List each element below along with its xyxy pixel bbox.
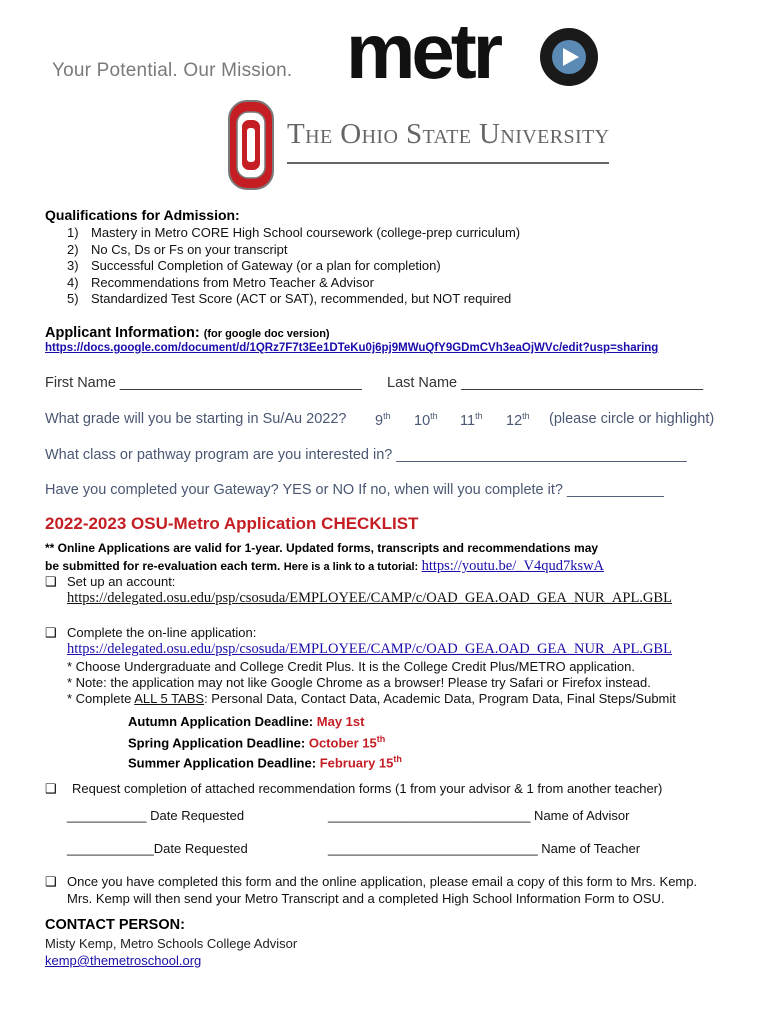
applicant-heading-note: (for google doc version) xyxy=(203,328,330,340)
deadlines xyxy=(128,714,402,772)
item-complete-application: Complete the on-line application: xyxy=(67,625,257,640)
last-name-field[interactable]: Last Name ______________________________ xyxy=(387,375,704,391)
list-item: 1) Mastery in Metro CORE High School coursework (college-prep curriculum) xyxy=(67,225,521,240)
gateway-field[interactable]: Have you completed your Gateway? YES or NO If no, when will you complete it? ____________ xyxy=(45,482,664,498)
metro-logo-text: metr xyxy=(346,7,500,95)
osu-name: The Ohio State University xyxy=(287,118,610,150)
grade-option-10[interactable]: 10th xyxy=(414,411,438,429)
checkbox-icon[interactable]: ❑ xyxy=(45,574,57,589)
applicant-heading-text: Applicant Information: xyxy=(45,325,200,341)
osu-divider xyxy=(287,162,609,164)
application-note-2: * Note: the application may not like Google Chrome as a browser! Please try Safari or Firefox instead. xyxy=(67,675,651,690)
grade-option-9[interactable]: 9th xyxy=(375,411,391,429)
first-name-field[interactable]: First Name ______________________________ xyxy=(45,375,362,391)
item-recommendations: Request completion of attached recommendation forms (1 from your advisor & 1 from another teacher) xyxy=(72,781,663,796)
metro-tagline: Your Potential. Our Mission. xyxy=(52,60,293,81)
checkbox-icon[interactable]: ❑ xyxy=(45,781,57,796)
tutorial-label: Here is a link to a tutorial: xyxy=(283,561,419,573)
application-note-1: * Choose Undergraduate and College Credit Plus. It is the College Credit Plus/METRO application. xyxy=(67,659,635,674)
checkbox-icon[interactable]: ❑ xyxy=(45,874,57,889)
teacher-name-field[interactable]: _____________________________ Name of Teacher xyxy=(328,841,641,856)
list-item: 3) Successful Completion of Gateway (or a plan for completion) xyxy=(67,258,441,274)
setup-account-link[interactable]: https://delegated.osu.edu/psp/csosuda/EMPLOYEE/CAMP/c/OAD_GEA.OAD_GEA_NUR_APL.GBL xyxy=(67,590,672,606)
contact-email-link[interactable]: kemp@themetroschool.org xyxy=(45,953,202,968)
note-line-1: ** Online Applications are valid for 1-year. Updated forms, transcripts and recommendations may xyxy=(45,541,599,555)
grade-note: (please circle or highlight) xyxy=(549,411,715,427)
item-setup-account: Set up an account: xyxy=(67,574,176,589)
deadline-autumn: Autumn Application Deadline: May 1st xyxy=(128,714,365,729)
metro-play-triangle-icon xyxy=(563,48,579,66)
applicant-heading xyxy=(45,325,330,341)
application-note-3: * Complete ALL 5 TABS: Personal Data, Contact Data, Academic Data, Program Data, Final Steps/Submit xyxy=(67,691,676,706)
teacher-date-requested[interactable]: ____________Date Requested xyxy=(67,841,248,856)
list-item: 4) Recommendations from Metro Teacher & Advisor xyxy=(67,274,374,290)
grade-option-12[interactable]: 12th xyxy=(506,411,530,429)
class-pathway-field[interactable]: What class or pathway program are you interested in? ____________________________________ xyxy=(45,447,687,463)
osu-block-o-logo xyxy=(228,100,274,190)
contact-heading: CONTACT PERSON: xyxy=(45,917,185,933)
grade-option-11[interactable]: 11th xyxy=(460,411,483,429)
list-item: 5) Standardized Test Score (ACT or SAT), recommended, but NOT required xyxy=(67,291,512,307)
checkbox-icon[interactable]: ❑ xyxy=(45,625,57,640)
item-email-copy: Once you have completed this form and the online application, please email a copy of this form to Mrs. Kemp. Mrs. Kemp will then send your Metro Transcript and a completed High School Information Form to OSU. xyxy=(67,874,698,906)
list-item: 2) No Cs, Ds or Fs on your transcript xyxy=(67,241,288,257)
google-doc-link[interactable]: https://docs.google.com/document/d/1QRz7F7t3Ee1DTeKu0j6pj9MWuQfY9GDmCVh3eaOjWVc/edit?usp=sharing xyxy=(45,342,659,354)
note-line-2: be submitted for re-evaluation each term. Here is a link to a tutorial: https://youtu.be/_V4qud7kswA xyxy=(45,558,605,574)
deadline-spring: Spring Application Deadline: October 15th xyxy=(128,733,386,750)
tutorial-link[interactable]: https://youtu.be/_V4qud7kswA xyxy=(421,558,605,574)
qualifications-list xyxy=(67,225,520,308)
application-link[interactable]: https://delegated.osu.edu/psp/csosuda/EMPLOYEE/CAMP/c/OAD_GEA.OAD_GEA_NUR_APL.GBL xyxy=(67,641,672,657)
qualifications-heading: Qualifications for Admission: xyxy=(45,207,240,223)
grade-question: What grade will you be starting in Su/Au 2022? xyxy=(45,411,347,427)
deadline-summer: Summer Application Deadline: February 15th xyxy=(128,754,402,771)
checklist-note xyxy=(45,539,735,576)
checklist-title: 2022-2023 OSU-Metro Application CHECKLIST xyxy=(45,514,419,533)
contact-name: Misty Kemp, Metro Schools College Advisor xyxy=(45,936,298,951)
advisor-name-field[interactable]: ____________________________ Name of Advisor xyxy=(328,808,630,823)
advisor-date-requested[interactable]: ___________ Date Requested xyxy=(67,808,245,823)
